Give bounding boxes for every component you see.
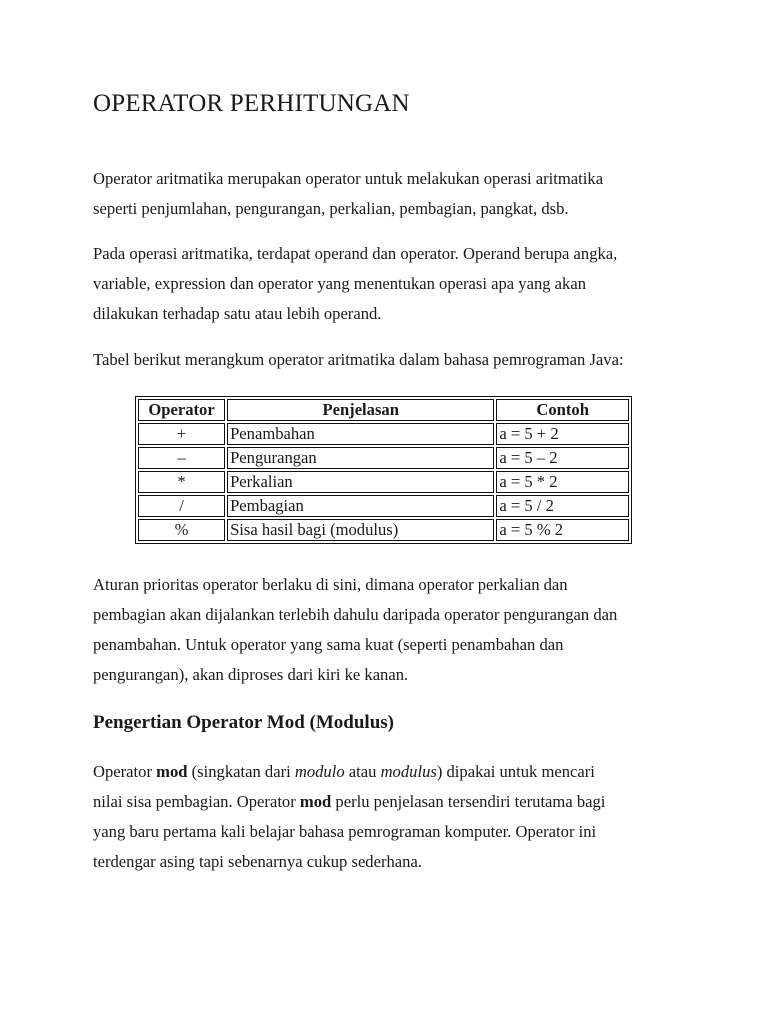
text-run: ) dipakai untuk mencari: [436, 762, 595, 781]
operator-symbol: +: [138, 423, 225, 445]
header-operator: Operator: [138, 399, 225, 421]
operator-example: a = 5 % 2: [496, 519, 629, 541]
operator-description: Pengurangan: [227, 447, 494, 469]
table-header-row: [138, 399, 629, 421]
operator-example: a = 5 – 2: [496, 447, 629, 469]
term-modulus: modulus: [380, 762, 437, 781]
header-penjelasan: Penjelasan: [227, 399, 494, 421]
text-line: penambahan. Untuk operator yang sama kuat (seperti penambahan dan: [93, 635, 564, 654]
text-line: [93, 787, 683, 817]
operator-description: Pembagian: [227, 495, 494, 517]
header-contoh: Contoh: [496, 399, 629, 421]
text-line: pembagian akan dijalankan terlebih dahulu daripada operator pengurangan dan: [93, 605, 618, 624]
table-row: [138, 519, 629, 541]
text-run: nilai sisa pembagian. Operator: [93, 792, 300, 811]
text-line: yang baru pertama kali belajar bahasa pemrograman komputer. Operator ini: [93, 822, 597, 841]
text-run: (singkatan dari: [187, 762, 295, 781]
text-run: Operator: [93, 762, 157, 781]
text-line: seperti penjumlahan, pengurangan, perkalian, pembagian, pangkat, dsb.: [93, 199, 569, 218]
text-line: Tabel berikut merangkum operator aritmatika dalam bahasa pemrograman Java:: [93, 350, 624, 369]
operator-symbol: /: [138, 495, 225, 517]
operator-symbol: –: [138, 447, 225, 469]
text-line: dilakukan terhadap satu atau lebih operand.: [93, 304, 382, 323]
operator-example: a = 5 * 2: [496, 471, 629, 493]
table-row: [138, 423, 629, 445]
operator-description: Sisa hasil bagi (modulus): [227, 519, 494, 541]
priority-paragraph: [93, 570, 683, 690]
text-run: atau: [344, 762, 381, 781]
intro-paragraph: [93, 164, 683, 224]
table-row: [138, 471, 629, 493]
operator-example: a = 5 + 2: [496, 423, 629, 445]
operand-paragraph: [93, 239, 683, 329]
text-line: terdengar asing tapi sebenarnya cukup sederhana.: [93, 852, 422, 871]
operator-description: Penambahan: [227, 423, 494, 445]
text-line: Aturan prioritas operator berlaku di sini, dimana operator perkalian dan: [93, 575, 568, 594]
table-row: [138, 447, 629, 469]
operator-description: Perkalian: [227, 471, 494, 493]
text-line: pengurangan), akan diproses dari kiri ke kanan.: [93, 665, 409, 684]
mod-paragraph: [93, 757, 683, 877]
keyword-mod: mod: [156, 762, 188, 781]
page-title: OPERATOR PERHITUNGAN: [93, 90, 410, 117]
section-heading: Pengertian Operator Mod (Modulus): [93, 712, 394, 733]
text-line: Operator aritmatika merupakan operator untuk melakukan operasi aritmatika: [93, 169, 604, 188]
text-run: perlu penjelasan tersendiri terutama bagi: [331, 792, 606, 811]
text-line: Pada operasi aritmatika, terdapat operand dan operator. Operand berupa angka,: [93, 244, 618, 263]
table-row: [138, 495, 629, 517]
keyword-mod: mod: [299, 792, 332, 811]
term-modulo: modulo: [294, 762, 345, 781]
table-intro-paragraph: [93, 345, 683, 375]
text-line: [93, 757, 683, 787]
text-line: variable, expression dan operator yang menentukan operasi apa yang akan: [93, 274, 587, 293]
operator-symbol: %: [138, 519, 225, 541]
operator-example: a = 5 / 2: [496, 495, 629, 517]
operator-table: [135, 396, 632, 544]
operator-symbol: *: [138, 471, 225, 493]
